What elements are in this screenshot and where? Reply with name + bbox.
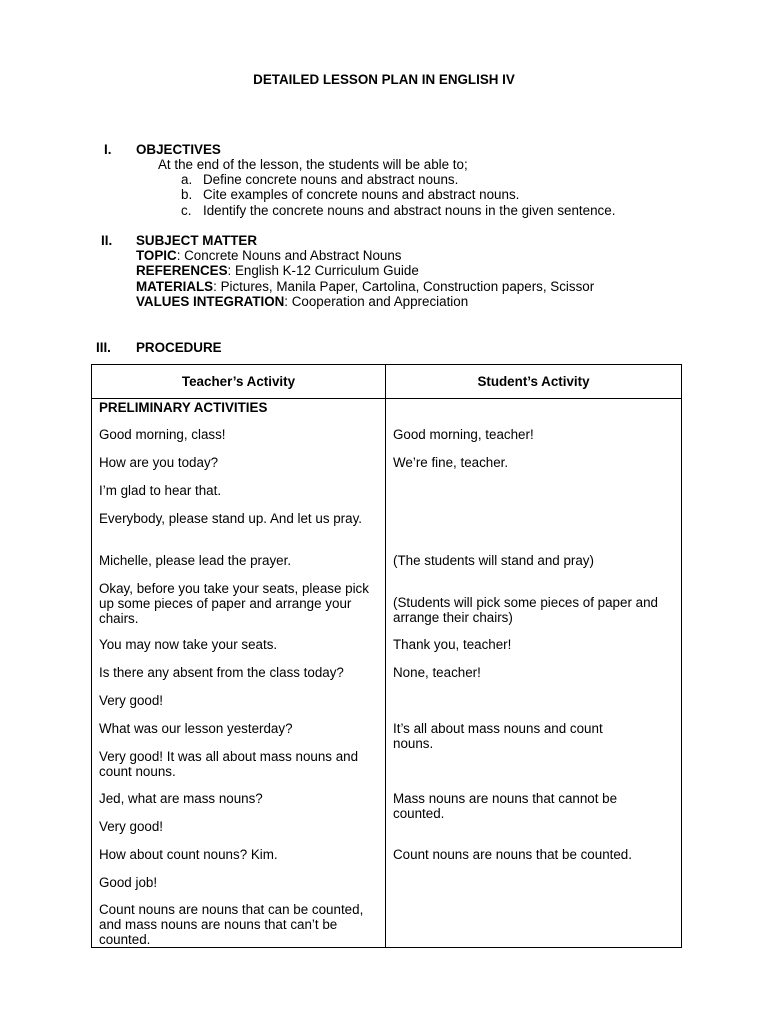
procedure-number: III. [96,340,111,355]
teacher-line: You may now take your seats. [99,637,278,652]
teacher-line: Is there any absent from the class today? [99,665,344,680]
procedure-table [91,364,682,948]
subject-topic [136,248,401,263]
student-line: (Students will pick some pieces of paper and arrange their chairs) [393,595,658,625]
teacher-cell [92,399,386,948]
references-label: REFERENCES [136,263,228,278]
values-label: VALUES INTEGRATION [136,294,285,309]
teacher-line: Very good! [99,819,164,834]
teacher-column-header: Teacher’s Activity [92,365,386,399]
teacher-line: Jed, what are mass nouns? [99,791,263,806]
teacher-line: Okay, before you take your seats, please pick up some pieces of paper and arrange your chairs. [99,581,369,626]
teacher-line: Everybody, please stand up. And let us pray. [99,511,363,526]
objectives-intro: At the end of the lesson, the students will be able to; [158,157,468,172]
values-value: : Cooperation and Appreciation [284,294,469,309]
objective-item: Define concrete nouns and abstract nouns. [203,172,459,187]
subject-number: II. [101,233,113,248]
objective-item: Cite examples of concrete nouns and abstract nouns. [203,187,520,202]
subject-heading: SUBJECT MATTER [136,233,258,248]
teacher-line: I’m glad to hear that. [99,483,222,498]
student-line: None, teacher! [393,665,481,680]
procedure-heading: PROCEDURE [136,340,222,355]
student-cell [386,399,682,948]
teacher-line: How are you today? [99,455,219,470]
student-line: Thank you, teacher! [393,637,512,652]
preliminary-heading: PRELIMINARY ACTIVITIES [99,400,268,415]
teacher-line: Michelle, please lead the prayer. [99,553,292,568]
materials-label: MATERIALS [136,279,214,294]
references-value: : English K-12 Curriculum Guide [227,263,419,278]
materials-value: : Pictures, Manila Paper, Cartolina, Construction papers, Scissor [213,279,595,294]
student-column-header: Student’s Activity [386,365,682,399]
subject-values [136,294,468,309]
teacher-line: Very good! [99,693,164,708]
teacher-line: Count nouns are nouns that can be counted, and mass nouns are nouns that can’t be counted. [99,902,364,947]
student-line: Count nouns are nouns that be counted. [393,847,632,862]
topic-label: TOPIC [136,248,177,263]
teacher-line: Very good! It was all about mass nouns and count nouns. [99,749,359,779]
objective-letter: a. [181,172,193,187]
teacher-line: What was our lesson yesterday? [99,721,293,736]
subject-references [136,263,419,278]
student-line: Good morning, teacher! [393,427,534,442]
student-line: It’s all about mass nouns and count nouns. [393,721,603,751]
table-row [92,399,682,948]
student-line: (The students will stand and pray) [393,553,594,568]
table-header-row [92,365,682,399]
subject-materials [136,279,594,294]
objective-letter: b. [181,187,193,202]
teacher-line: Good job! [99,875,158,890]
objective-letter: c. [181,203,192,218]
student-line: Mass nouns are nouns that cannot be counted. [393,791,618,821]
document-title: DETAILED LESSON PLAN IN ENGLISH IV [253,72,515,87]
objectives-heading: OBJECTIVES [136,142,221,157]
teacher-line: How about count nouns? Kim. [99,847,278,862]
objectives-number: I. [104,142,112,157]
teacher-line: Good morning, class! [99,427,226,442]
topic-value: : Concrete Nouns and Abstract Nouns [176,248,402,263]
student-line: We’re fine, teacher. [393,455,509,470]
objective-item: Identify the concrete nouns and abstract nouns in the given sentence. [203,203,616,218]
